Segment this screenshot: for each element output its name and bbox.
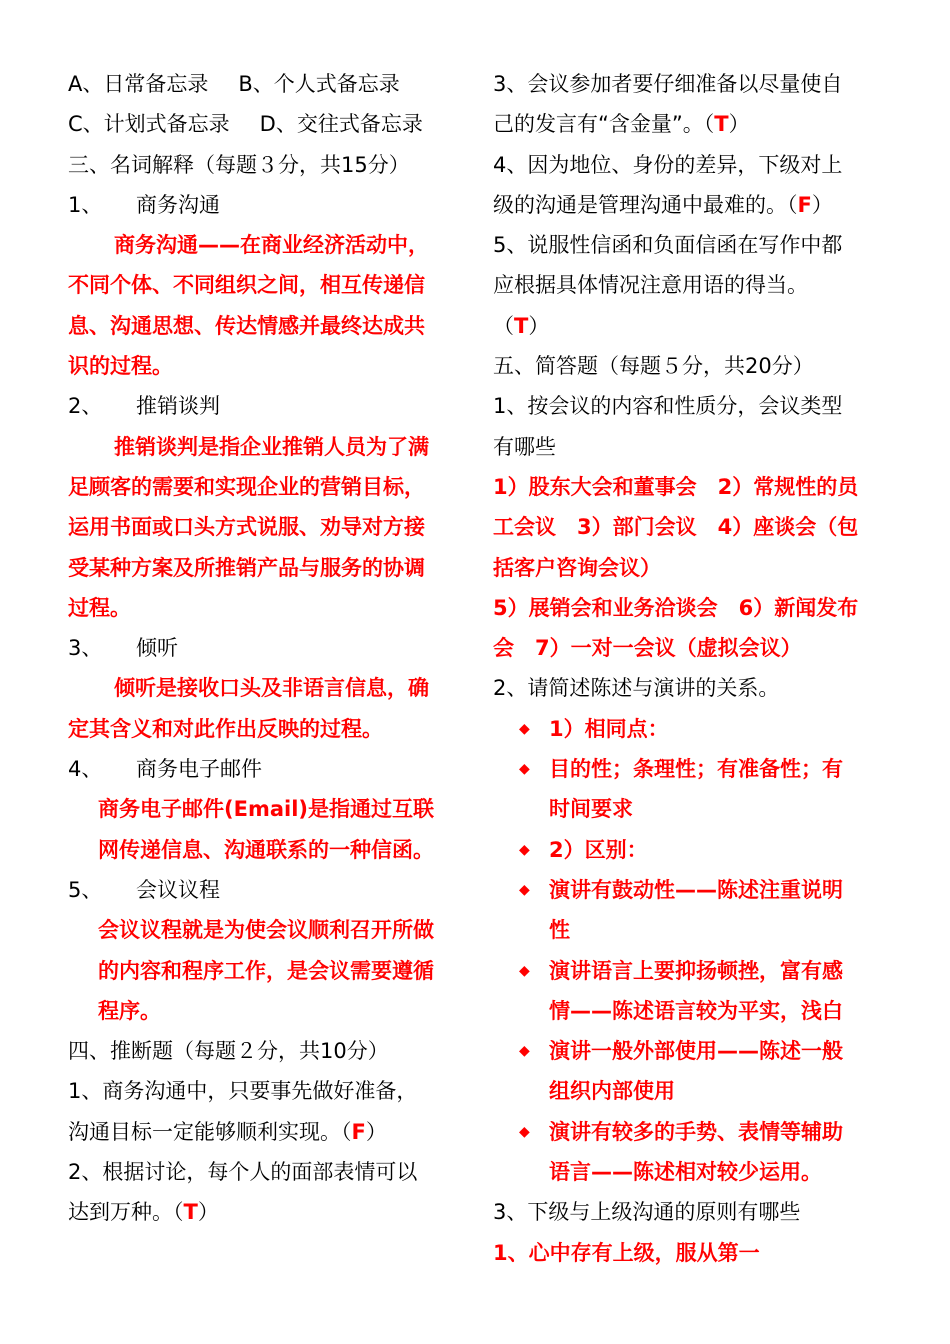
answer-mark: F	[797, 192, 812, 217]
answer-mark: T	[714, 112, 729, 137]
option-d: D、交往式备忘录	[259, 112, 423, 137]
term-2-def-line: 推销谈判是指企业推销人员为了满	[114, 434, 429, 459]
question-1-line: 有哪些	[493, 434, 556, 459]
answer-mark: T	[183, 1200, 198, 1225]
right-column	[493, 64, 883, 1273]
answer-mark: F	[351, 1119, 366, 1144]
judgement-3-line: 3、会议参加者要仔细准备以尽量使自	[493, 72, 843, 96]
options-row-1	[68, 64, 458, 104]
diamond-bullet-icon: ◆	[519, 841, 530, 858]
answer-1-line: 1）股东大会和董事会 2）常规性的员	[493, 474, 859, 499]
term-5: 5、 会议议程	[68, 877, 220, 902]
judgement-2-line: 达到万种。（T）	[68, 1200, 219, 1225]
term-2: 2、 推销谈判	[68, 394, 220, 419]
bullet-item-cont: 性	[549, 918, 570, 943]
diamond-bullet-icon: ◆	[519, 720, 530, 737]
option-c: C、计划式备忘录	[68, 112, 230, 137]
answer-1-line: 工会议 3）部门会议 4）座谈会（包	[493, 515, 859, 540]
bullet-item: ◆ 演讲语言上要抑扬顿挫，富有感	[493, 951, 883, 991]
term-2-def-line: 运用书面或口头方式说服、劝导对方接	[68, 515, 425, 540]
bullet-item: ◆ 演讲有较多的手势、表情等辅助	[493, 1112, 883, 1152]
term-2-def-line: 过程。	[68, 595, 131, 620]
diamond-bullet-icon: ◆	[519, 761, 530, 778]
diamond-bullet-icon: ◆	[519, 881, 530, 898]
question-2-line: 2、请简述陈述与演讲的关系。	[493, 676, 780, 701]
answer-1-line: 会 7）一对一会议（虚拟会议）	[493, 636, 802, 661]
bullet-item: ◆ 目的性；条理性；有准备性；有	[493, 749, 883, 789]
answer-1-line: 5）展销会和业务洽谈会 6）新闻发布	[493, 595, 859, 620]
question-3-line: 3、下级与上级沟通的原则有哪些	[493, 1200, 801, 1225]
term-1: 1、 商务沟通	[68, 192, 220, 217]
judgement-5-line: 应根据具体情况注意用语的得当。	[493, 273, 808, 298]
judgement-5-line: （T）	[493, 313, 550, 338]
term-1-def-line: 不同个体、不同组织之间，相互传递信	[68, 273, 425, 298]
term-2-def-line: 足顾客的需要和实现企业的营销目标，	[68, 474, 425, 499]
bullet-item: ◆ 演讲有鼓动性——陈述注重说明	[493, 870, 883, 910]
term-4-def-line: 商务电子邮件(Email)是指通过互联	[98, 797, 434, 822]
judgement-3-line: 己的发言有“含金量”。（T）	[493, 112, 750, 137]
diamond-bullet-icon: ◆	[519, 962, 530, 979]
judgement-1-line: 1、商务沟通中，只要事先做好准备，	[68, 1079, 418, 1104]
bullet-item: ◆ 1）相同点：	[493, 709, 883, 749]
judgement-4-line: 级的沟通是管理沟通中最难的。（F）	[493, 192, 833, 217]
term-1-def-line: 识的过程。	[68, 354, 173, 379]
term-3-def-line: 定其含义和对此作出反映的过程。	[68, 716, 383, 741]
term-2-def-line: 受某种方案及所推销产品与服务的协调	[68, 555, 425, 580]
bullet-item: ◆ 演讲一般外部使用——陈述一般	[493, 1031, 883, 1071]
diamond-bullet-icon: ◆	[519, 1043, 530, 1060]
judgement-4-line: 4、因为地位、身份的差异，下级对上	[493, 152, 843, 177]
section-5-title: 五、简答题（每题５分，共20分）	[493, 354, 814, 379]
question-1-line: 1、按会议的内容和性质分，会议类型	[493, 394, 843, 419]
bullet-item: ◆ 2）区别：	[493, 830, 883, 870]
option-b: B、个人式备忘录	[238, 72, 400, 96]
option-a: A、日常备忘录	[68, 72, 209, 96]
left-column	[68, 64, 458, 1233]
term-5-def-line: 的内容和程序工作，是会议需要遵循	[98, 958, 434, 983]
judgement-5-line: 5、说服性信函和负面信函在写作中都	[493, 233, 843, 258]
term-3-def-line: 倾听是接收口头及非语言信息，确	[114, 676, 429, 701]
answer-1-line: 括客户咨询会议）	[493, 555, 661, 580]
term-1-def-line: 商务沟通——在商业经济活动中，	[114, 233, 429, 258]
bullet-item-cont: 情——陈述语言较为平实，浅白	[549, 998, 843, 1023]
diamond-bullet-icon: ◆	[519, 1123, 530, 1140]
answer-mark: T	[514, 313, 529, 338]
term-4-def-line: 网传递信息、沟通联系的一种信函。	[98, 837, 434, 862]
bullet-item-cont: 时间要求	[549, 797, 633, 822]
section-3-title: 三、名词解释（每题３分，共15分）	[68, 152, 410, 177]
section-4-title: 四、推断题（每题２分，共10分）	[68, 1039, 389, 1064]
judgement-1-line: 沟通目标一定能够顺利实现。（F）	[68, 1119, 387, 1144]
term-3: 3、 倾听	[68, 636, 178, 661]
term-5-def-line: 程序。	[98, 998, 161, 1023]
judgement-2-line: 2、根据讨论，每个人的面部表情可以	[68, 1160, 418, 1185]
answer-3-line: 1、心中存有上级，服从第一	[493, 1240, 760, 1265]
term-5-def-line: 会议议程就是为使会议顺利召开所做	[98, 918, 434, 943]
bullet-item-cont: 语言——陈述相对较少运用。	[549, 1160, 822, 1185]
term-4: 4、 商务电子邮件	[68, 757, 262, 782]
term-1-def-line: 息、沟通思想、传达情感并最终达成共	[68, 313, 425, 338]
options-row-2	[68, 104, 458, 144]
bullet-item-cont: 组织内部使用	[549, 1079, 675, 1104]
